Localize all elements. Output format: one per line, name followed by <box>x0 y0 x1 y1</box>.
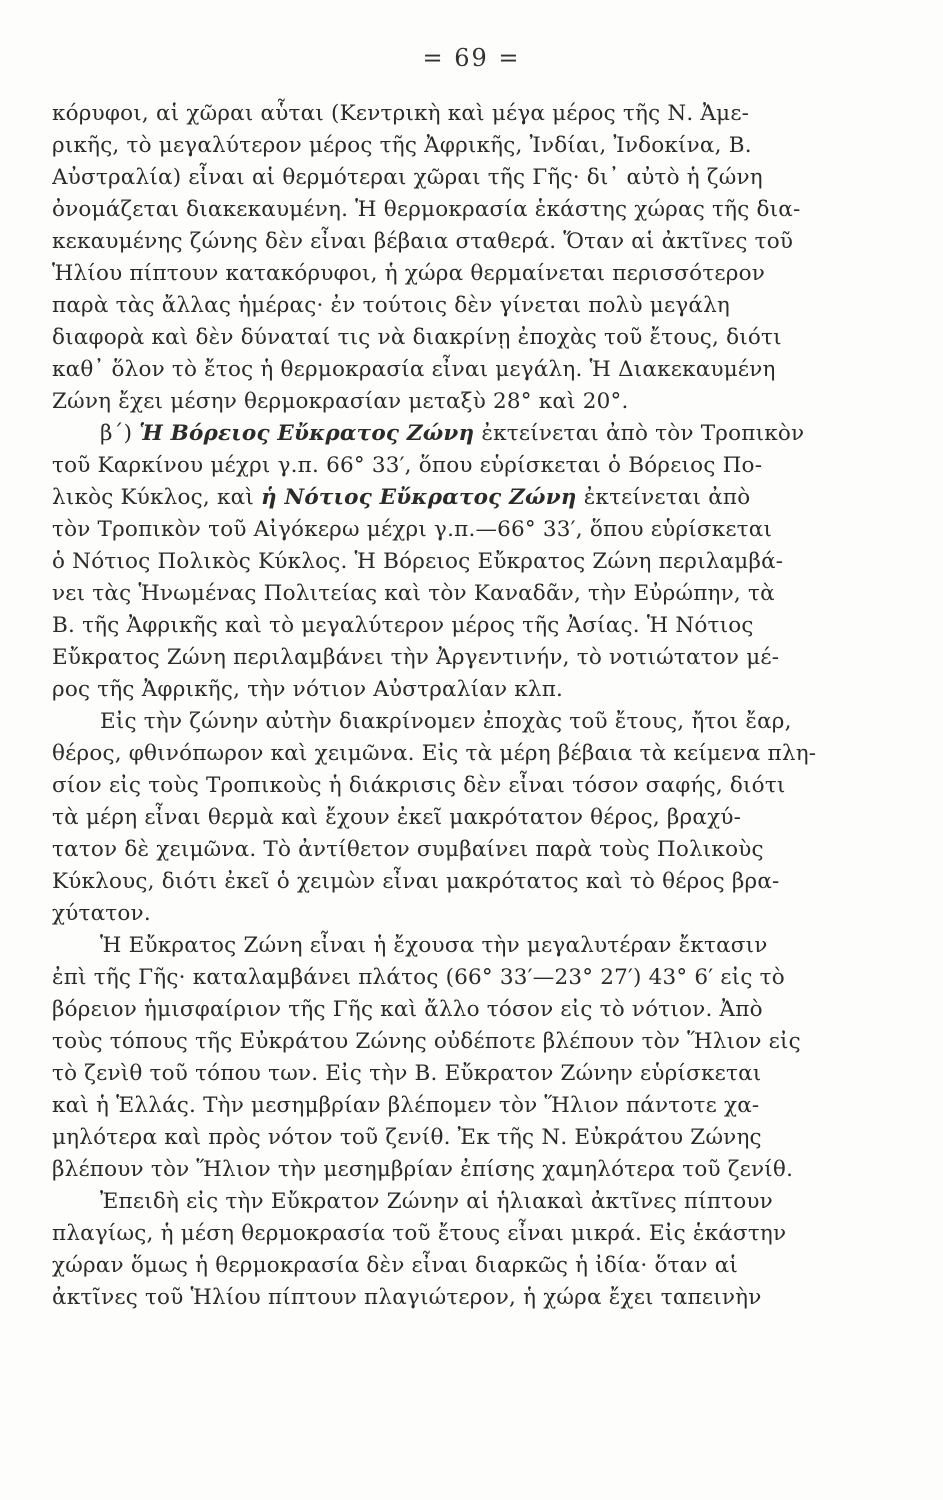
text-line <box>52 162 842 194</box>
text-line <box>52 514 842 546</box>
text-line <box>52 706 842 738</box>
text-run: Εἰς τὴν ζώνην αὐτὴν διακρίνομεν ἐποχὰς τοῦ ἔτους, ἤτοι ἔαρ, <box>100 709 792 734</box>
text-run: καὶ ἡ Ἑλλάς. Τὴν μεσημβρίαν βλέπομεν τὸν Ἥλιον πάντοτε χα- <box>52 1093 760 1118</box>
text-run: τὰ μέρη εἶναι θερμὰ καὶ ἔχουν ἐκεῖ μακρότατον θέρος, βραχύ- <box>52 805 742 830</box>
text-run: ρικῆς, τὸ μεγαλύτερον μέρος τῆς Ἀφρικῆς, Ἰνδίαι, Ἰνδοκίνα, Β. <box>52 133 752 158</box>
text-run: τὸν Τροπικὸν τοῦ Αἰγόκερω μέχρι γ.π.—66° 33′, ὅπου εὑρίσκεται <box>52 517 773 542</box>
text-run: κόρυφοι, αἱ χῶραι αὗται (Κεντρικὴ καὶ μέγα μέρος τῆς Ν. Ἀμε- <box>52 101 750 126</box>
text-line <box>52 738 842 770</box>
text-run: τὸ ζενὶθ τοῦ τόπου των. Εἰς τὴν Β. Εὔκρατον Ζώνην εὑρίσκεται <box>52 1061 762 1086</box>
text-line <box>52 386 842 418</box>
text-line <box>52 258 842 290</box>
text-line <box>52 322 842 354</box>
text-run: διαφορὰ καὶ δὲν δύναταί τις νὰ διακρίνῃ ἐποχὰς τοῦ ἔτους, διότι <box>52 325 782 350</box>
text-run: ὀνομάζεται διακεκαυμένη. Ἡ θερμοκρασία ἑκάστης χώρας τῆς δια- <box>52 197 801 222</box>
text-run: κεκαυμένης ζώνης δὲν εἶναι βέβαια σταθερά. Ὅταν αἱ ἀκτῖνες τοῦ <box>52 229 794 254</box>
text-run: τοὺς τόπους τῆς Εὐκράτου Ζώνης οὐδέποτε βλέπουν τὸν Ἥλιον εἰς <box>52 1029 801 1054</box>
text-line <box>52 482 842 514</box>
text-run: βλέπουν τὸν Ἥλιον τὴν μεσημβρίαν ἐπίσης χαμηλότερα τοῦ ζενίθ. <box>52 1157 794 1182</box>
text-run: Β. τῆς Ἀφρικῆς καὶ τὸ μεγαλύτερον μέρος τῆς Ἀσίας. Ἡ Νότιος <box>52 613 754 638</box>
text-run: β´) <box>100 421 140 446</box>
text-run: τατον δὲ χειμῶνα. Τὸ ἀντίθετον συμβαίνει παρὰ τοὺς Πολικοὺς <box>52 837 764 862</box>
text-line <box>52 98 842 130</box>
text-line <box>52 1282 842 1314</box>
text-line <box>52 1154 842 1186</box>
body-text <box>52 98 842 1314</box>
page-number: = 69 = <box>422 44 521 72</box>
emphasized-term: Ἡ Βόρειος Εὔκρατος Ζώνη <box>139 421 475 446</box>
text-run: ἐκτείνεται ἀπὸ τὸν Τροπικὸν <box>474 421 805 446</box>
text-run: ἐκτείνεται ἀπὸ <box>576 485 751 510</box>
text-line <box>52 1250 842 1282</box>
text-line <box>52 770 842 802</box>
text-run: Ζώνη ἔχει μέσην θερμοκρασίαν μεταξὺ 28° καὶ 20°. <box>52 389 629 414</box>
text-run: νει τὰς Ἡνωμένας Πολιτείας καὶ τὸν Καναδᾶν, τὴν Εὐρώπην, τὰ <box>52 581 775 606</box>
text-line <box>52 1186 842 1218</box>
text-line <box>52 674 842 706</box>
text-run: Ἐπειδὴ εἰς τὴν Εὔκρατον Ζώνην αἱ ἡλιακαὶ ἀκτῖνες πίπτουν <box>100 1189 773 1214</box>
text-line <box>52 546 842 578</box>
text-line <box>52 354 842 386</box>
text-run: Ἡλίου πίπτουν κατακόρυφοι, ἡ χώρα θερμαίνεται περισσότερον <box>52 261 766 286</box>
text-run: μηλότερα καὶ πρὸς νότον τοῦ ζενίθ. Ἐκ τῆς Ν. Εὐκράτου Ζώνης <box>52 1125 762 1150</box>
text-run: Αὐστραλία) εἶναι αἱ θερμότεραι χῶραι τῆς Γῆς· δι᾽ αὐτὸ ἡ ζώνη <box>52 165 763 190</box>
text-line <box>52 962 842 994</box>
text-line <box>52 1090 842 1122</box>
text-run: Ἡ Εὔκρατος Ζώνη εἶναι ἡ ἔχουσα τὴν μεγαλυτέραν ἔκτασιν <box>100 933 768 958</box>
text-run: Κύκλους, διότι ἐκεῖ ὁ χειμὼν εἶναι μακρότατος καὶ τὸ θέρος βρα- <box>52 869 780 894</box>
text-run: σίον εἰς τοὺς Τροπικοὺς ἡ διάκρισις δὲν εἶναι τόσον σαφής, διότι <box>52 773 786 798</box>
text-line <box>52 866 842 898</box>
text-line <box>52 1122 842 1154</box>
text-line <box>52 418 842 450</box>
text-line <box>52 898 842 930</box>
text-run: πλαγίως, ἡ μέση θερμοκρασία τοῦ ἔτους εἶναι μικρά. Εἰς ἑκάστην <box>52 1221 787 1246</box>
text-run: ὁ Νότιος Πολικὸς Κύκλος. Ἡ Βόρειος Εὔκρατος Ζώνη περιλαμβά- <box>52 549 784 574</box>
text-line <box>52 930 842 962</box>
text-run: ρος τῆς Ἀφρικῆς, τὴν νότιον Αὐστραλίαν κλπ. <box>52 677 564 702</box>
text-run: θέρος, φθινόπωρον καὶ χειμῶνα. Εἰς τὰ μέρη βέβαια τὰ κείμενα πλη- <box>52 741 817 766</box>
text-line <box>52 450 842 482</box>
text-run: λικὸς Κύκλος, καὶ <box>52 485 261 510</box>
text-line <box>52 226 842 258</box>
text-line <box>52 130 842 162</box>
text-line <box>52 578 842 610</box>
text-run: τοῦ Καρκίνου μέχρι γ.π. 66° 33′, ὅπου εὑρίσκεται ὁ Βόρειος Πο- <box>52 453 763 478</box>
text-line <box>52 194 842 226</box>
text-line <box>52 1218 842 1250</box>
emphasized-term: ἡ Νότιος Εὔκρατος Ζώνη <box>260 485 577 510</box>
text-run: ἀκτῖνες τοῦ Ἡλίου πίπτουν πλαγιώτερον, ἡ χώρα ἔχει ταπεινὴν <box>52 1285 762 1310</box>
text-run: παρὰ τὰς ἄλλας ἡμέρας· ἐν τούτοις δὲν γίνεται πολὺ μεγάλη <box>52 293 730 318</box>
text-run: Εὔκρατος Ζώνη περιλαμβάνει τὴν Ἀργεντινήν, τὸ νοτιώτατον μέ- <box>52 645 780 670</box>
text-line <box>52 834 842 866</box>
text-run: χώραν ὅμως ἡ θερμοκρασία δὲν εἶναι διαρκῶς ἡ ἰδία· ὅταν αἱ <box>52 1253 739 1278</box>
text-run: βόρειον ἡμισφαίριον τῆς Γῆς καὶ ἄλλο τόσον εἰς τὸ νότιον. Ἀπὸ <box>52 997 763 1022</box>
text-line <box>52 610 842 642</box>
text-run: καθ᾽ ὅλον τὸ ἔτος ἡ θερμοκρασία εἶναι μεγάλη. Ἡ Διακεκαυμένη <box>52 357 776 382</box>
text-line <box>52 290 842 322</box>
text-line <box>52 1058 842 1090</box>
text-run: ἐπὶ τῆς Γῆς· καταλαμβάνει πλάτος (66° 33′—23° 27′) 43° 6′ εἰς τὸ <box>52 965 785 990</box>
text-line <box>52 994 842 1026</box>
text-run: χύτατον. <box>52 901 151 926</box>
text-line <box>52 642 842 674</box>
text-line <box>52 1026 842 1058</box>
text-line <box>52 802 842 834</box>
